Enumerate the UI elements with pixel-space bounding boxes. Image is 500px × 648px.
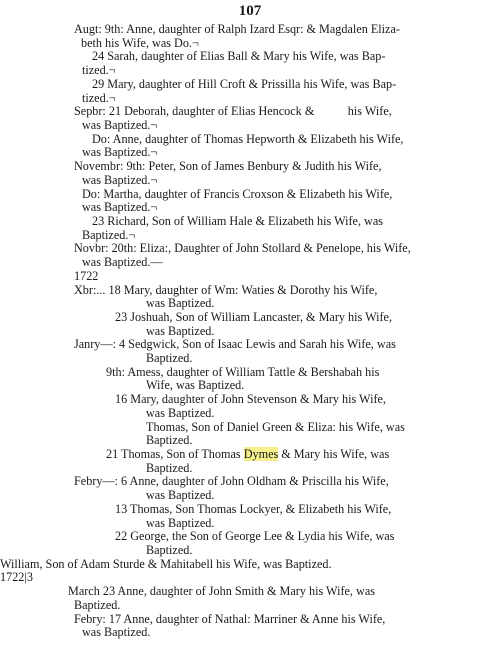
text-line: Xbr:... 18 Mary, daughter of Wm: Waties & Dorothy his Wife, — [74, 282, 378, 297]
text-line: tized.¬ — [82, 90, 116, 105]
text-line: Baptized.¬ — [82, 227, 136, 242]
text-line: Do: Anne, daughter of Thomas Hepworth & Elizabeth his Wife, — [92, 131, 404, 146]
text-line: March 23 Anne, daughter of John Smith & Mary his Wife, was — [68, 584, 375, 599]
text-line: Baptized. — [146, 543, 193, 558]
text-line: William, Son of Adam Sturde & Mahitabell his Wife, was Baptized. — [0, 556, 332, 571]
text-line: Sepbr: 21 Deborah, daughter of Elias Hencock & his Wife, — [74, 104, 392, 119]
text-line: tized.¬ — [82, 63, 116, 78]
text-line: was Baptized. — [146, 296, 215, 311]
text-line: Augt: 9th: Anne, daughter of Ralph Izard Esqr: & Magdalen Eliza- — [74, 22, 400, 36]
text-segment: & Mary his Wife, was — [278, 447, 390, 462]
page-number: 107 — [238, 3, 262, 19]
text-line: Baptized. — [146, 433, 193, 448]
text-line: Janry—: 4 Sedgwick, Son of Isaac Lewis and Sarah his Wife, was — [74, 337, 396, 352]
text-line: Baptized. — [146, 351, 193, 366]
text-line — [106, 448, 389, 462]
text-line: was Baptized. — [82, 625, 151, 640]
text-line: was Baptized. — [146, 323, 215, 338]
text-line: 9th: Amess, daughter of William Tattle & Bershabah his — [106, 364, 380, 379]
text-line: Thomas, Son of Daniel Green & Eliza: his Wife, was — [146, 419, 405, 434]
text-line: Do: Martha, daughter of Francis Croxson & Elizabeth his Wife, — [82, 186, 393, 201]
text-segment: 21 Thomas, Son of Thomas — [106, 447, 244, 462]
text-line: 23 Joshuah, Son of William Lancaster, & Mary his Wife, — [115, 309, 392, 324]
text-line: was Baptized. — [146, 515, 215, 530]
text-line: Novbr: 20th: Eliza:, Daughter of John Stollard & Penelope, his Wife, — [74, 241, 411, 256]
text-line: 22 George, the Son of George Lee & Lydia his Wife, was — [115, 529, 395, 544]
text-line: Baptized. — [146, 460, 193, 475]
text-line: Wife, was Baptized. — [146, 378, 245, 393]
text-line: was Baptized.¬ — [82, 117, 158, 132]
text-line: was Baptized.— — [82, 255, 163, 270]
text-line: was Baptized. — [146, 405, 215, 420]
text-line: was Baptized. — [146, 488, 215, 503]
text-line: Novembr: 9th: Peter, Son of James Benbury & Judith his Wife, — [74, 159, 382, 174]
text-line: beth his Wife, was Do.¬ — [81, 35, 199, 50]
text-line: Febry—: 6 Anne, daughter of John Oldham & Priscilla his Wife, — [74, 474, 389, 489]
year-heading: 1722|3 — [0, 570, 33, 585]
text-line: 23 Richard, Son of William Hale & Elizabeth his Wife, was — [92, 213, 384, 228]
year-heading: 1722 — [74, 268, 99, 283]
text-line: Febry: 17 Anne, daughter of Nathal: Marriner & Anne his Wife, — [74, 611, 386, 626]
text-line: 24 Sarah, daughter of Elias Ball & Mary his Wife, was Bap- — [92, 49, 386, 64]
text-line: was Baptized.¬ — [82, 200, 158, 215]
highlighted-word: Dymes — [243, 447, 279, 462]
text-line: Baptized. — [74, 597, 121, 612]
text-line: 13 Thomas, Son Thomas Lockyer, & Elizabeth his Wife, — [115, 501, 392, 516]
text-line: was Baptized.¬ — [82, 145, 158, 160]
text-line: 29 Mary, daughter of Hill Croft & Prissilla his Wife, was Bap- — [92, 76, 397, 91]
text-line: was Baptized.¬ — [82, 172, 158, 187]
text-line: 16 Mary, daughter of John Stevenson & Mary his Wife, — [115, 392, 386, 407]
